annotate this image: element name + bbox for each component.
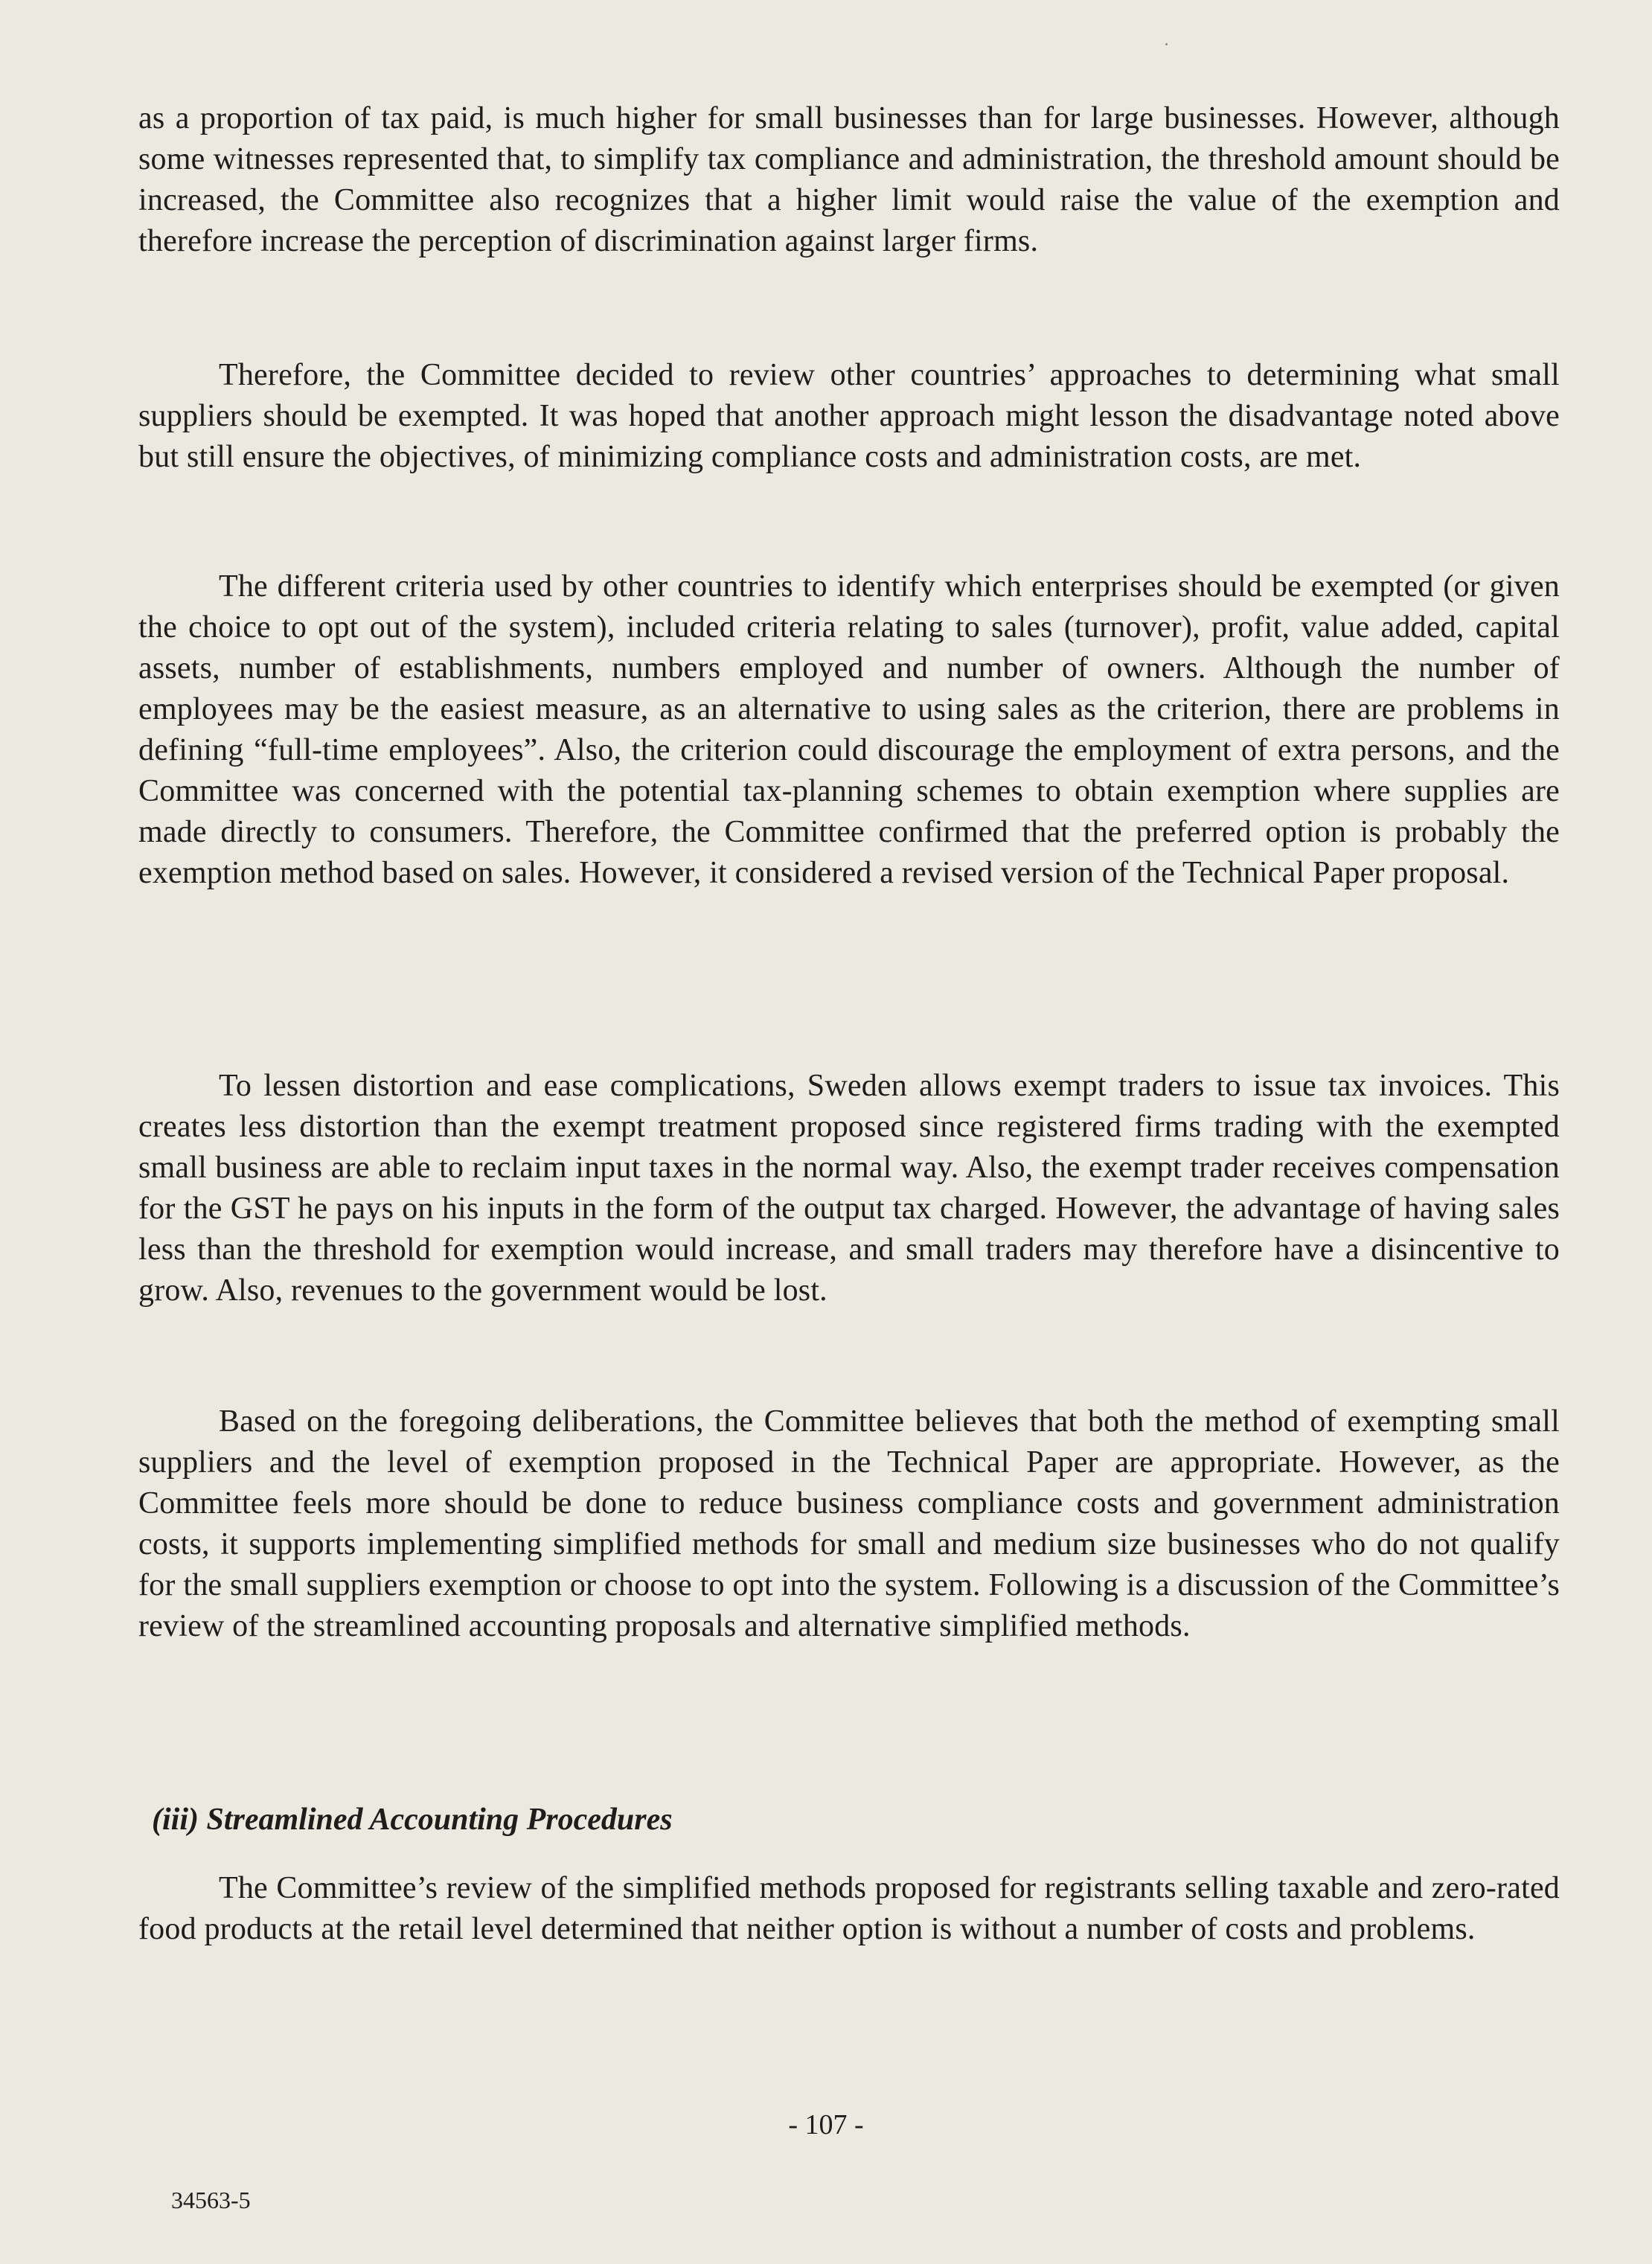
paragraph-text: Based on the foregoing deliberations, the Committee believes that both the method of exempting small suppliers and the level of exemption proposed in the Technical Paper are appropriate. However, as the Committee feels more should be done to reduce business compliance costs and government administration costs, it supports implementing simplified methods for small and medium size businesses who do not qualify for the small suppliers exemption or choose to opt into the system. Following is a discussion of the Committee’s review of the streamlined accounting proposals and alternative simplified methods.: [138, 1404, 1560, 1643]
paragraph-text: To lessen distortion and ease complications, Sweden allows exempt traders to issue tax invoices. This creates less distortion than the exempt treatment proposed since registered firms trading with the exempted small business are able to reclaim input taxes in the normal way. Also, the exempt trader receives compensation for the GST he pays on his inputs in the form of the output tax charged. However, the advantage of having sales less than the threshold for exemption would increase, and small traders may therefore have a disincentive to grow. Also, revenues to the government would be lost.: [138, 1069, 1560, 1308]
paragraph-text: The Committee’s review of the simplified methods proposed for registrants selling taxable and zero-rated food products at the retail level determined that neither option is without a number of costs and problems.: [138, 1871, 1560, 1946]
paragraph-continuation: [138, 98, 1560, 262]
paper-speck: [1165, 43, 1168, 45]
page-number: - 107 -: [788, 2109, 864, 2140]
paragraph-other-countries: [138, 355, 1560, 478]
paragraph-text: Therefore, the Committee decided to review other countries’ approaches to determining what small suppliers should be exempted. It was hoped that another approach might lesson the disadvantage noted above but still ensure the objectives, of minimizing compliance costs and administration costs, are met.: [138, 358, 1560, 474]
paragraph-criteria: [138, 566, 1560, 894]
paragraph-text: as a proportion of tax paid, is much higher for small businesses than for large businesses. However, although some witnesses represented that, to simplify tax compliance and administration, the threshold amount should be increased, the Committee also recognizes that a higher limit would raise the value of the exemption and therefore increase the perception of discrimination against larger firms.: [138, 101, 1560, 258]
paragraph-sweden: [138, 1066, 1560, 1311]
paragraph-deliberations: [138, 1401, 1560, 1647]
paragraph-text: The different criteria used by other countries to identify which enterprises should be exempted (or given the choice to opt out of the system), included criteria relating to sales (turnover), profit, value added, capital assets, number of establishments, numbers employed and number of owners. Although the number of employees may be the easiest measure, as an alternative to using sales as the criterion, there are problems in defining “full-time employees”. Also, the criterion could discourage the employment of extra persons, and the Committee was concerned with the potential tax-planning schemes to obtain exemption where supplies are made directly to consumers. Therefore, the Committee confirmed that the preferred option is probably the exemption method based on sales. However, it considered a revised version of the Technical Paper proposal.: [138, 569, 1560, 890]
section-heading: (iii) Streamlined Accounting Procedures: [152, 1803, 673, 1837]
paragraph-review: [138, 1868, 1560, 1950]
print-code: 34563-5: [171, 2187, 251, 2213]
